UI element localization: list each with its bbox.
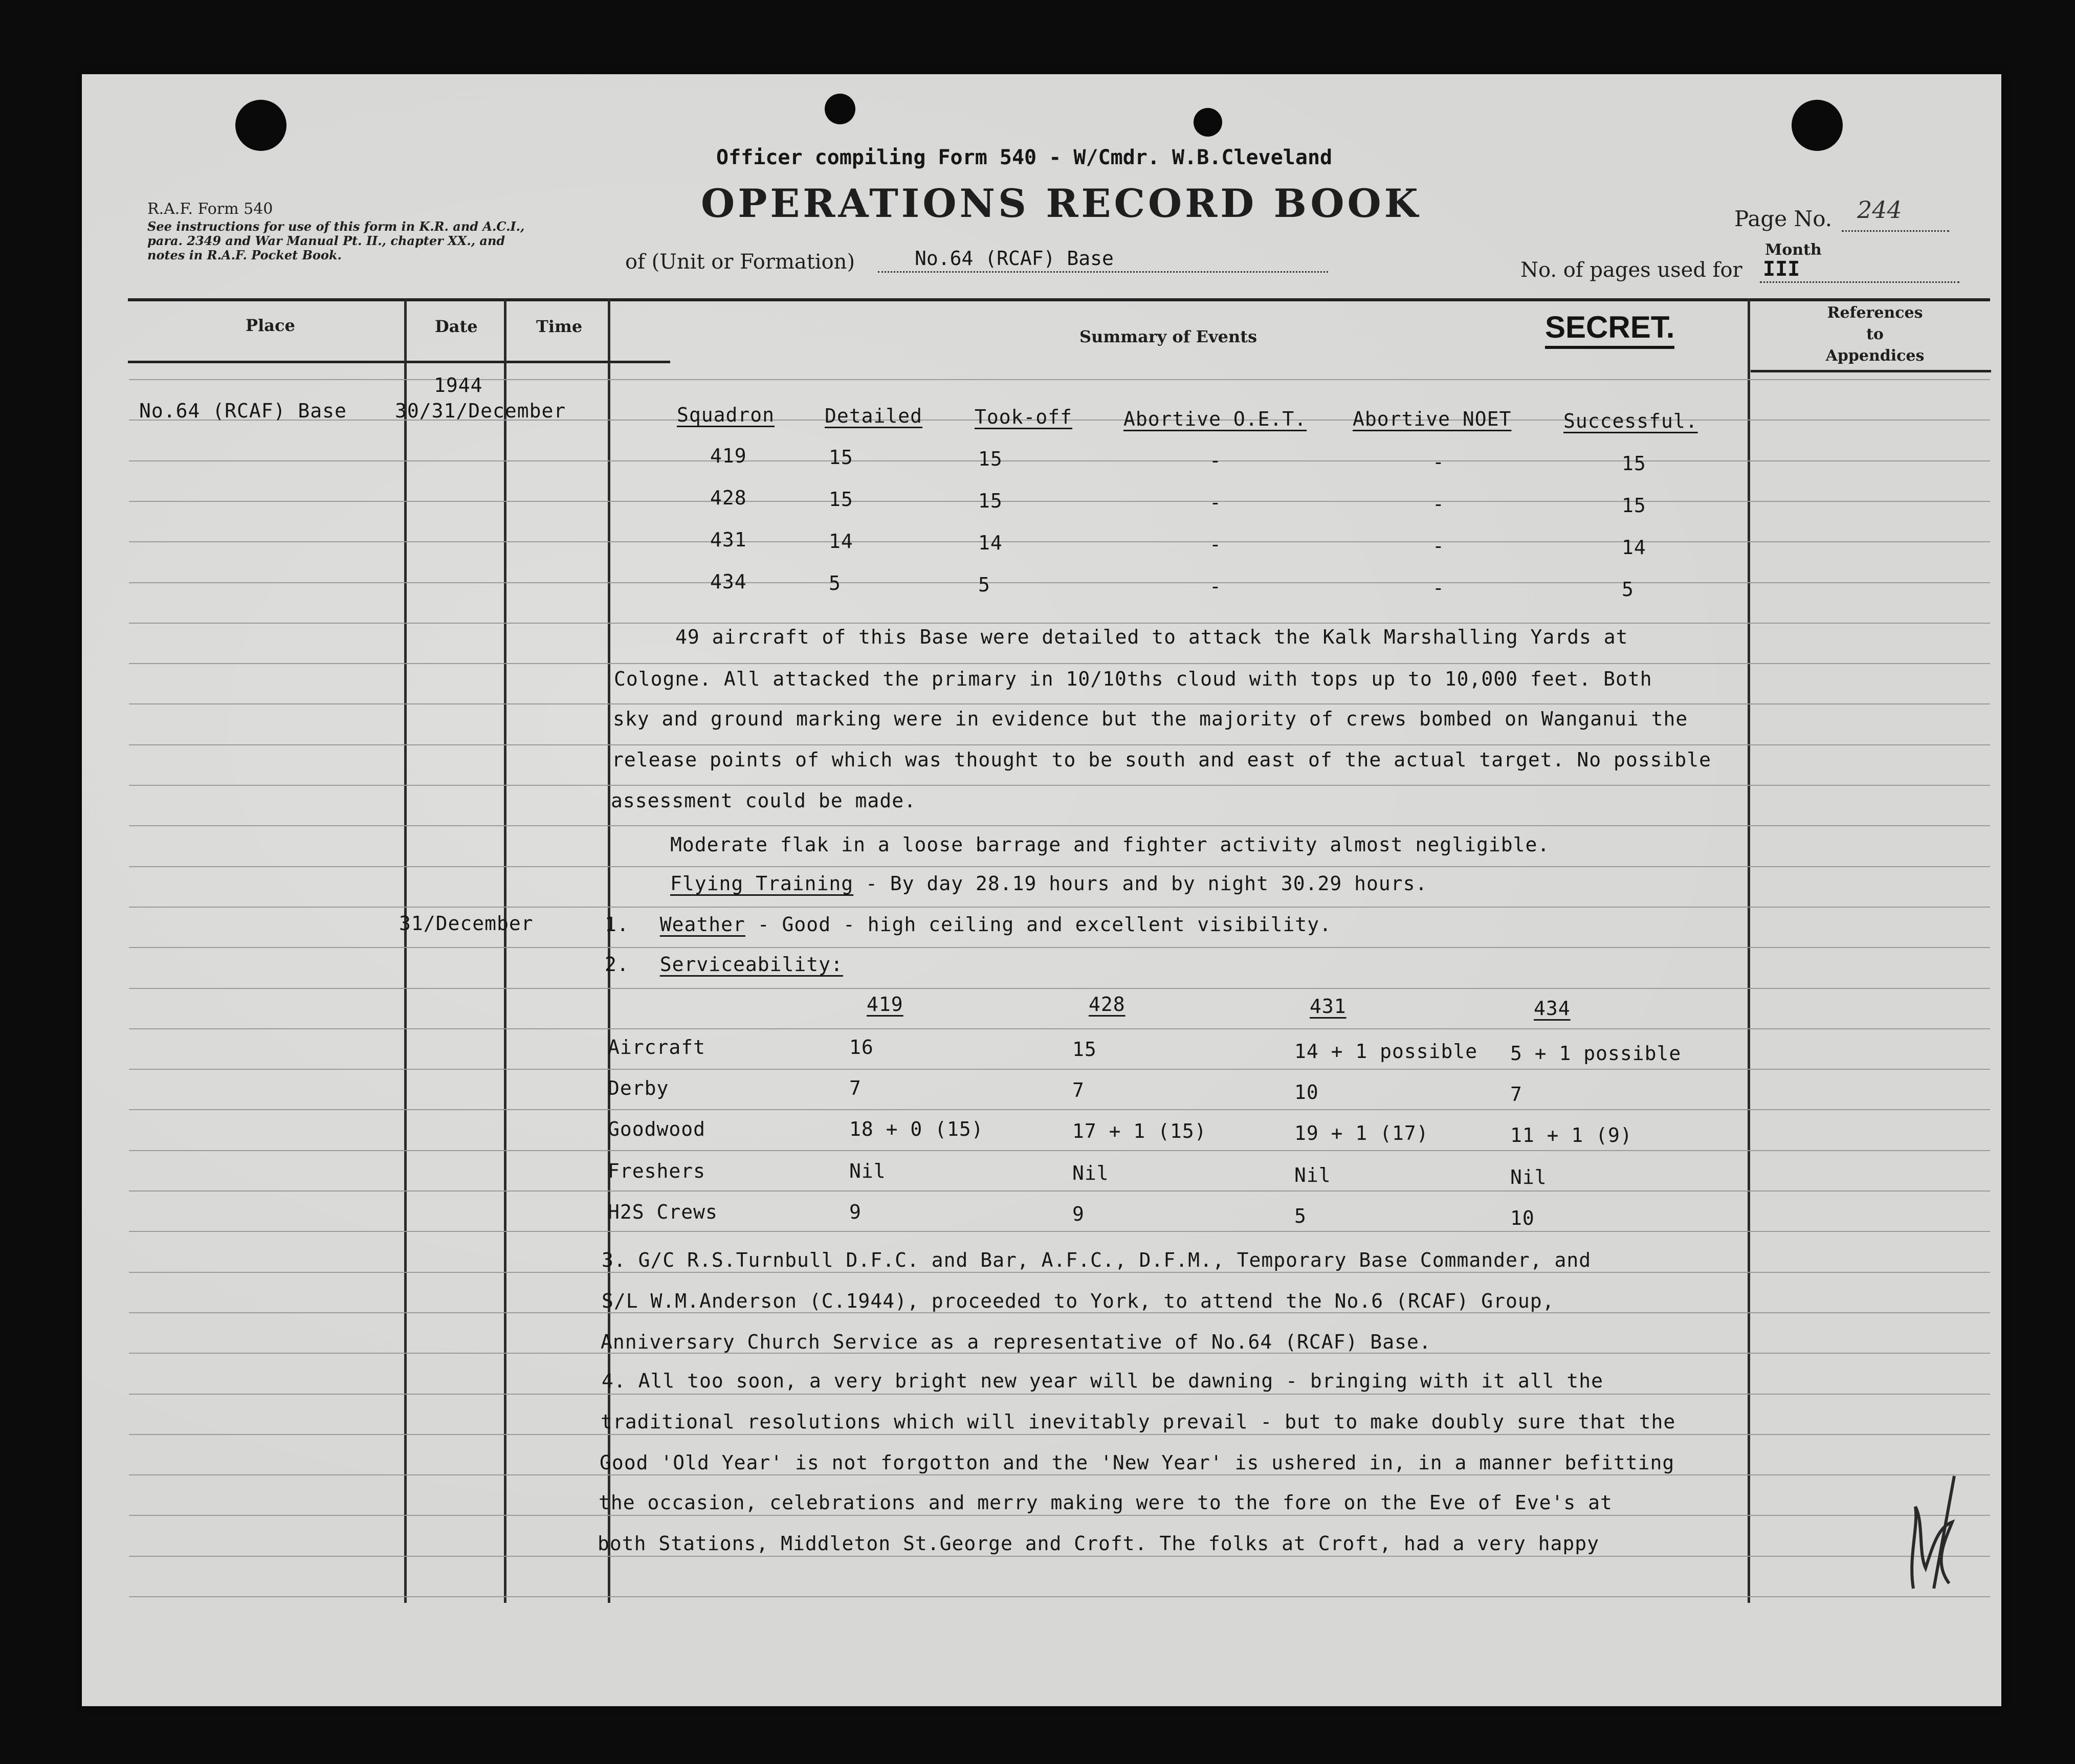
sortie-cell: -	[1432, 451, 1445, 473]
narrative-line: 49 aircraft of this Base were detailed to attack the Kalk Marshalling Yards at	[675, 626, 1628, 648]
sortie-header-abortive-oet: Abortive O.E.T.	[1123, 408, 1307, 430]
svc-cell: Nil	[1072, 1162, 1109, 1184]
punch-hole-left	[235, 100, 286, 151]
sortie-cell: -	[1432, 577, 1445, 599]
svc-squadron-header: 434	[1534, 997, 1571, 1020]
weather-text: - Good - high ceiling and excellent visibility.	[745, 913, 1332, 936]
column-header-references: References to Appendices	[1825, 304, 1925, 365]
paragraph-line: traditional resolutions which will inevitably prevail - but to make doubly sure that the	[601, 1410, 1676, 1433]
sortie-header-successful: Successful.	[1563, 410, 1698, 432]
sortie-header-detailed: Detailed	[825, 405, 923, 427]
secret-stamp: SECRET.	[1545, 310, 1674, 349]
column-header-summary: Summary of Events	[1079, 327, 1257, 346]
svc-cell: 10	[1510, 1207, 1535, 1229]
paragraph-line: Anniversary Church Service as a representative of No.64 (RCAF) Base.	[601, 1331, 1431, 1353]
entry2-date: 31/December	[399, 912, 534, 935]
flying-training-label: Flying Training	[670, 872, 854, 895]
page-number-line	[1842, 230, 1949, 232]
unit-field-line	[878, 271, 1328, 273]
svc-cell: 18 + 0 (15)	[849, 1118, 984, 1140]
svc-row-label: Freshers	[608, 1160, 706, 1182]
sortie-cell: 15	[829, 446, 853, 469]
narrative-line: Cologne. All attacked the primary in 10/10ths cloud with tops up to 10,000 feet. Both	[614, 668, 1652, 690]
paragraph-line: 3. G/C R.S.Turnbull D.F.C. and Bar, A.F.C., D.F.M., Temporary Base Commander, and	[602, 1249, 1592, 1271]
ruled-line	[129, 379, 1990, 380]
sortie-cell: 5	[1622, 578, 1634, 601]
ruled-line	[129, 1028, 1990, 1029]
ruled-line	[129, 1231, 1990, 1232]
handwritten-initials	[1903, 1466, 1964, 1599]
ruled-line	[129, 501, 1990, 502]
ruled-line	[129, 1272, 1990, 1273]
officer-compiling-line: Officer compiling Form 540 - W/Cmdr. W.B.Cleveland	[716, 146, 1333, 169]
ruled-line	[129, 1434, 1990, 1435]
weather-label: Weather	[659, 913, 745, 936]
sortie-cell: 431	[710, 528, 747, 551]
column-header-time: Time	[536, 317, 583, 336]
svc-cell: Nil	[1510, 1166, 1547, 1188]
svc-squadron-header: 419	[867, 993, 903, 1016]
svc-cell: 5	[1294, 1205, 1307, 1227]
ruled-line	[129, 1069, 1990, 1070]
narrative-line: release points of which was thought to be south and east of the actual target. No possible	[612, 748, 1712, 771]
sortie-cell: 14	[978, 532, 1003, 554]
svc-row-label: Derby	[608, 1077, 669, 1099]
serviceability-label: Serviceability:	[659, 953, 843, 976]
page-number-value: 244	[1857, 196, 1902, 224]
svc-cell: 19 + 1 (17)	[1294, 1122, 1429, 1144]
svc-cell: 15	[1072, 1038, 1097, 1061]
ruled-line	[129, 582, 1990, 583]
item-number: 1.	[605, 913, 629, 936]
ruled-line	[129, 866, 1990, 867]
sortie-cell: 14	[829, 530, 853, 553]
sortie-cell: -	[1432, 493, 1445, 515]
svc-cell: 7	[1510, 1083, 1522, 1106]
svc-cell: 10	[1294, 1081, 1319, 1104]
month-label: Month	[1765, 241, 1822, 259]
entry-place: No.64 (RCAF) Base	[139, 400, 347, 422]
ruled-line	[129, 460, 1990, 461]
col-divider-place	[404, 298, 407, 1603]
col-divider-summary	[1748, 298, 1750, 1603]
svc-cell: 9	[1072, 1203, 1085, 1225]
pages-used-line	[1760, 281, 1959, 283]
sortie-cell: 434	[710, 570, 747, 593]
sortie-cell: 14	[1622, 536, 1646, 559]
column-header-place: Place	[246, 316, 295, 335]
ruled-line	[129, 1190, 1990, 1192]
page-number-label: Page No.	[1734, 206, 1833, 231]
ruled-line	[129, 703, 1990, 704]
item-number: 2.	[605, 953, 629, 976]
sortie-cell: 15	[978, 490, 1003, 512]
flak-line: Moderate flak in a loose barrage and fighter activity almost negligible.	[670, 833, 1550, 856]
ruled-line	[129, 1394, 1990, 1395]
paragraph-line: the occasion, celebrations and merry making were to the fore on the Eve of Eve's at	[599, 1491, 1613, 1514]
sortie-cell: 428	[710, 487, 747, 509]
pages-used-label: No. of pages used for	[1520, 258, 1742, 282]
flying-training-line	[670, 872, 1427, 895]
entry-year: 1944	[434, 374, 483, 396]
weather-line	[605, 913, 1332, 936]
ruled-line	[129, 1556, 1990, 1557]
sortie-cell: 15	[1622, 494, 1646, 517]
unit-value: No.64 (RCAF) Base	[915, 247, 1114, 270]
ruled-line	[129, 1312, 1990, 1313]
ruled-line	[129, 541, 1990, 542]
svc-cell: Nil	[849, 1160, 886, 1182]
svc-cell: 7	[849, 1077, 862, 1099]
ruled-line	[129, 1515, 1990, 1516]
table-top-border	[128, 298, 1990, 301]
ruled-line	[129, 785, 1990, 786]
svc-cell: 17 + 1 (15)	[1072, 1120, 1207, 1142]
svc-cell: 5 + 1 possible	[1510, 1042, 1682, 1065]
sortie-cell: 5	[829, 572, 841, 594]
form-number: R.A.F. Form 540	[147, 200, 273, 218]
sortie-cell: -	[1209, 491, 1222, 514]
ruled-line	[129, 825, 1990, 826]
paragraph-line: both Stations, Middleton St.George and Croft. The folks at Croft, had a very happy	[598, 1532, 1599, 1555]
sortie-cell: 5	[978, 574, 990, 596]
sortie-header-tookoff: Took-off	[975, 406, 1073, 428]
svc-row-label: H2S Crews	[608, 1201, 718, 1223]
paragraph-line: 4. All too soon, a very bright new year will be dawning - bringing with it all the	[602, 1370, 1603, 1392]
ruled-line	[129, 663, 1990, 664]
ruled-line	[129, 1474, 1990, 1475]
punch-hole-top	[1194, 108, 1222, 137]
sortie-header-abortive-noet: Abortive NOET	[1353, 408, 1512, 430]
col-divider-date	[504, 298, 506, 1603]
ruled-line	[129, 1596, 1990, 1597]
form-sheet	[82, 74, 2001, 1706]
unit-label: of (Unit or Formation)	[625, 250, 855, 274]
sortie-cell: 15	[978, 448, 1003, 470]
sortie-cell: 15	[829, 488, 853, 511]
sortie-cell: -	[1209, 575, 1222, 598]
paragraph-line: S/L W.M.Anderson (C.1944), proceeded to York, to attend the No.6 (RCAF) Group,	[602, 1290, 1555, 1312]
svc-row-label: Aircraft	[608, 1036, 706, 1059]
entry-date: 30/31/December	[395, 400, 566, 422]
pages-used-value: III	[1763, 257, 1800, 281]
svc-row-label: Goodwood	[608, 1118, 706, 1140]
ruled-line	[129, 623, 1990, 624]
paragraph-line: Good 'Old Year' is not forgotton and the 'New Year' is ushered in, in a manner befitting	[600, 1451, 1675, 1474]
refs-header-bottom-border	[1751, 370, 1991, 372]
sortie-cell: -	[1209, 449, 1222, 472]
sortie-cell: 15	[1622, 452, 1646, 475]
column-header-date: Date	[435, 317, 478, 336]
svc-cell: 14 + 1 possible	[1294, 1040, 1478, 1063]
punch-hole-center	[825, 94, 855, 124]
svc-cell: 9	[849, 1201, 862, 1223]
svc-cell: 11 + 1 (9)	[1510, 1124, 1632, 1146]
ruled-line	[129, 907, 1990, 908]
sortie-cell: -	[1209, 533, 1222, 556]
header-bottom-border	[128, 361, 670, 363]
ruled-line	[129, 947, 1990, 948]
sortie-cell: -	[1432, 535, 1445, 557]
serviceability-line	[605, 953, 843, 976]
punch-hole-right	[1792, 100, 1843, 151]
narrative-line: sky and ground marking were in evidence but the majority of crews bombed on Wanganui the	[613, 708, 1688, 730]
svc-squadron-header: 431	[1310, 995, 1346, 1018]
ruled-line	[129, 744, 1990, 745]
col-divider-time	[608, 298, 610, 1603]
ruled-line	[129, 1150, 1990, 1151]
svc-cell: 16	[849, 1036, 874, 1059]
flying-training-text: - By day 28.19 hours and by night 30.29 hours.	[853, 872, 1428, 895]
svc-cell: Nil	[1294, 1164, 1331, 1186]
svc-cell: 7	[1072, 1079, 1085, 1101]
ruled-line	[129, 1109, 1990, 1110]
ruled-line	[129, 988, 1990, 989]
sortie-header-squadron: Squadron	[677, 404, 775, 426]
narrative-line: assessment could be made.	[611, 789, 916, 812]
form-instructions: See instructions for use of this form in K.R. and A.C.I., para. 2349 and War Manual Pt. II., chapter XX., and notes in R.A.F. Pocket Book.	[147, 219, 525, 262]
svc-squadron-header: 428	[1089, 993, 1125, 1016]
page-title: OPERATIONS RECORD BOOK	[701, 181, 1421, 226]
sortie-cell: 419	[710, 445, 747, 467]
